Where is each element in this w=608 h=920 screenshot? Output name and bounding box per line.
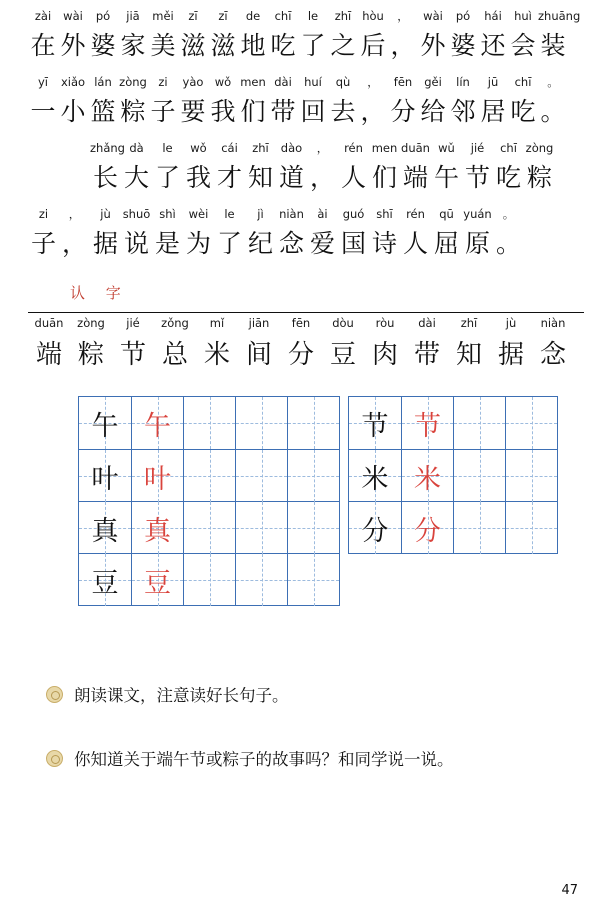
pinyin-syllable: dài (274, 75, 292, 89)
hanzi-character: 才 (216, 163, 242, 192)
pinyin-syllable: huí (304, 75, 322, 89)
new-character-pinyin: mǐ (209, 316, 225, 330)
writing-cell-filled (131, 554, 183, 606)
writing-grid-row (349, 449, 557, 501)
pinyin-syllable: wài (423, 9, 443, 23)
pinyin-syllable: zī (188, 9, 198, 23)
pinyin-syllable: shuō (122, 207, 151, 221)
grid-guide-vertical (210, 502, 211, 554)
hanzi-character: 子 (150, 97, 176, 126)
grid-guide-vertical (532, 397, 533, 449)
hanzi-character: 午 (433, 163, 459, 192)
recognize-characters-marker-icon: 认 字 (70, 284, 129, 302)
hanzi-character: 爱 (309, 229, 335, 258)
new-character-pinyin: dài (418, 316, 436, 330)
writing-cell-filled (79, 502, 131, 554)
writing-character: 节 (414, 410, 441, 442)
grid-guide-horizontal (454, 423, 505, 424)
writing-cell-empty (287, 502, 339, 554)
pinyin-syllable: 。 (502, 207, 515, 221)
writing-grid-left (78, 396, 340, 606)
passage-line (28, 206, 584, 266)
hanzi-character: 吃 (270, 31, 296, 60)
writing-grid-row (349, 397, 557, 449)
pinyin-syllable: měi (152, 9, 174, 23)
writing-cell-empty (505, 450, 557, 502)
hanzi-character: 我 (185, 163, 211, 192)
grid-guide-vertical (532, 450, 533, 502)
pinyin-syllable: hòu (362, 9, 384, 23)
writing-character: 真 (91, 515, 119, 547)
grid-guide-horizontal (288, 476, 339, 477)
pinyin-syllable: jū (487, 75, 499, 89)
hanzi-character: 装 (540, 31, 566, 60)
new-character: 间 (245, 340, 272, 370)
pinyin-syllable: shī (376, 207, 393, 221)
hanzi-character: 回 (300, 97, 326, 126)
writing-grid-row (349, 501, 557, 553)
new-character-pinyin: fēn (291, 316, 311, 330)
hanzi-character: 人 (340, 163, 366, 192)
hanzi-character: 一 (30, 97, 56, 126)
writing-cell-filled (349, 397, 401, 449)
hanzi-character: 之 (330, 31, 356, 60)
grid-guide-horizontal (236, 528, 287, 529)
new-character: 米 (203, 340, 230, 370)
pinyin-syllable: jiā (126, 9, 140, 23)
pinyin-syllable: hái (484, 9, 502, 23)
writing-cell-filled (401, 450, 453, 502)
grid-guide-vertical (314, 502, 315, 554)
pinyin-syllable: jì (257, 207, 264, 221)
writing-grid-right (348, 396, 558, 554)
writing-cell-empty (235, 502, 287, 554)
pinyin-syllable: zī (218, 9, 228, 23)
grid-guide-horizontal (288, 423, 339, 424)
hanzi-character: 婆 (450, 31, 476, 60)
grid-guide-horizontal (288, 580, 339, 581)
hanzi-character: 去 (330, 97, 356, 126)
new-character-pinyin: jù (505, 316, 517, 330)
new-character: 豆 (329, 340, 356, 370)
hanzi-character: 念 (278, 229, 304, 258)
hanzi-character: 了 (154, 163, 180, 192)
hanzi-character: 诗 (371, 229, 397, 258)
grid-guide-vertical (262, 450, 263, 502)
pinyin-syllable: zhǎng (90, 141, 125, 155)
writing-cell-filled (79, 450, 131, 502)
pinyin-syllable: yī (37, 75, 48, 89)
hanzi-character: 为 (185, 229, 211, 258)
grid-guide-horizontal (454, 476, 505, 477)
hanzi-character: 滋 (180, 31, 206, 60)
exercise-item (74, 684, 594, 708)
pinyin-row (28, 140, 584, 158)
writing-character: 分 (361, 515, 389, 547)
pinyin-syllable: zòng (525, 141, 554, 155)
writing-cell-empty (453, 450, 505, 502)
flower-bullet-icon (46, 686, 63, 703)
grid-guide-horizontal (236, 423, 287, 424)
pinyin-syllable: rén (344, 141, 363, 155)
new-character-pinyin: jié (126, 316, 140, 330)
pinyin-syllable: le (224, 207, 235, 221)
new-characters-list (28, 316, 584, 374)
writing-cell-empty (287, 450, 339, 502)
hanzi-character: 外 (420, 31, 446, 60)
pinyin-syllable: pó (455, 9, 471, 23)
hanzi-character: 篮 (90, 97, 116, 126)
writing-character: 午 (144, 410, 171, 442)
new-character: 据 (497, 340, 524, 370)
new-character: 节 (119, 340, 146, 370)
grid-guide-horizontal (184, 476, 235, 477)
grid-guide-horizontal (184, 423, 235, 424)
hanzi-character: 吃 (495, 163, 521, 192)
new-characters-pinyin-row (28, 316, 584, 334)
new-character: 端 (35, 340, 62, 370)
hanzi-character: ， (61, 229, 87, 258)
pinyin-syllable: wǒ (190, 141, 207, 155)
grid-guide-horizontal (506, 528, 557, 529)
writing-cell-empty (183, 450, 235, 502)
hanzi-character: 道 (278, 163, 304, 192)
writing-cell-empty (235, 397, 287, 449)
pinyin-syllable: wǒ (214, 75, 232, 89)
hanzi-character: 粽 (526, 163, 552, 192)
hanzi-character: 节 (464, 163, 490, 192)
hanzi-character: ， (390, 31, 416, 60)
pinyin-syllable: ， (316, 141, 329, 155)
hanzi-character: ， (309, 163, 335, 192)
pinyin-syllable: duān (401, 141, 430, 155)
writing-character: 分 (414, 515, 441, 547)
writing-cell-empty (287, 397, 339, 449)
grid-guide-vertical (210, 554, 211, 606)
pinyin-syllable: lán (94, 75, 112, 89)
new-character-pinyin: zhī (460, 316, 478, 330)
writing-cell-empty (183, 502, 235, 554)
writing-grid-row (79, 449, 339, 501)
pinyin-syllable: gěi (424, 75, 442, 89)
passage-line (28, 140, 584, 200)
hanzi-character: 邻 (450, 97, 476, 126)
pinyin-syllable: 。 (547, 75, 559, 89)
pinyin-syllable: dào (280, 141, 303, 155)
grid-guide-vertical (262, 502, 263, 554)
new-character-pinyin: zǒng (161, 316, 189, 330)
hanzi-character: 后 (360, 31, 386, 60)
hanzi-row (28, 92, 584, 132)
hanzi-character: 是 (154, 229, 180, 258)
pinyin-syllable: shì (159, 207, 176, 221)
writing-cell-filled (401, 397, 453, 449)
grid-guide-vertical (262, 397, 263, 449)
hanzi-character: 国 (340, 229, 366, 258)
grid-guide-horizontal (506, 423, 557, 424)
pinyin-syllable: ， (367, 75, 379, 89)
hanzi-character: 屈 (433, 229, 459, 258)
hanzi-character: 地 (240, 31, 266, 60)
pinyin-syllable: ， (68, 207, 81, 221)
hanzi-character: 美 (150, 31, 176, 60)
writing-cell-filled (79, 554, 131, 606)
writing-cell-filled (131, 502, 183, 554)
grid-guide-vertical (480, 397, 481, 449)
pinyin-syllable: men (371, 141, 398, 155)
hanzi-character: 。 (495, 229, 521, 258)
pinyin-syllable: qū (439, 207, 454, 221)
pinyin-syllable: lín (456, 75, 470, 89)
writing-character: 叶 (144, 463, 171, 495)
new-character-pinyin: dòu (332, 316, 354, 330)
new-character-pinyin: ròu (375, 316, 395, 330)
flower-bullet-icon (46, 750, 63, 767)
hanzi-character: 了 (216, 229, 242, 258)
hanzi-character: 带 (270, 97, 296, 126)
writing-character: 豆 (91, 567, 119, 599)
pinyin-syllable: ， (397, 9, 409, 23)
writing-cell-empty (183, 397, 235, 449)
hanzi-character: 原 (464, 229, 490, 258)
pinyin-syllable: de (245, 9, 261, 23)
writing-grid-row (79, 553, 339, 605)
pinyin-syllable: le (307, 9, 319, 23)
hanzi-character: 滋 (210, 31, 236, 60)
pinyin-syllable: men (240, 75, 266, 89)
hanzi-character: 端 (402, 163, 428, 192)
writing-cell-empty (235, 450, 287, 502)
grid-guide-vertical (314, 450, 315, 502)
writing-cell-empty (453, 502, 505, 554)
writing-character: 节 (361, 410, 389, 442)
pinyin-syllable: chī (274, 9, 292, 23)
pinyin-syllable: qù (335, 75, 351, 89)
hanzi-character: 婆 (90, 31, 116, 60)
pinyin-syllable: zhuāng (538, 9, 581, 23)
writing-cell-filled (401, 502, 453, 554)
hanzi-row (28, 26, 584, 66)
writing-character: 米 (414, 463, 441, 495)
new-character-pinyin: zòng (77, 316, 105, 330)
hanzi-character: 居 (480, 97, 506, 126)
pinyin-syllable: wèi (188, 207, 209, 221)
pinyin-syllable: chī (514, 75, 532, 89)
hanzi-character: ， (360, 97, 386, 126)
writing-cell-filled (349, 450, 401, 502)
pinyin-row (28, 206, 584, 224)
pinyin-syllable: zhī (252, 141, 269, 155)
new-characters-hanzi-row (28, 334, 584, 374)
pinyin-syllable: le (162, 141, 173, 155)
writing-cell-filled (79, 397, 131, 449)
grid-guide-horizontal (184, 580, 235, 581)
pinyin-syllable: zi (38, 207, 49, 221)
writing-character: 米 (361, 463, 389, 495)
hanzi-character: 要 (180, 97, 206, 126)
hanzi-character: 在 (30, 31, 56, 60)
pinyin-syllable: dà (129, 141, 144, 155)
pinyin-syllable: zi (158, 75, 168, 89)
new-character-pinyin: jiān (248, 316, 270, 330)
hanzi-character: 会 (510, 31, 536, 60)
new-character-pinyin: niàn (540, 316, 566, 330)
writing-cell-empty (183, 554, 235, 606)
pinyin-syllable: jù (100, 207, 111, 221)
writing-character: 叶 (91, 463, 119, 495)
hanzi-character: 大 (123, 163, 149, 192)
new-character-pinyin: duān (34, 316, 64, 330)
grid-guide-vertical (210, 450, 211, 502)
pinyin-syllable: wài (63, 9, 83, 23)
hanzi-row (28, 158, 584, 198)
pinyin-syllable: chī (500, 141, 517, 155)
grid-guide-horizontal (506, 476, 557, 477)
new-character: 念 (539, 340, 566, 370)
hanzi-character: 了 (300, 31, 326, 60)
hanzi-character: 说 (123, 229, 149, 258)
pinyin-syllable: zhī (334, 9, 352, 23)
pinyin-row (28, 8, 584, 26)
new-character: 肉 (371, 340, 398, 370)
grid-guide-horizontal (288, 528, 339, 529)
pinyin-syllable: xiǎo (60, 75, 86, 89)
writing-cell-filled (349, 502, 401, 554)
writing-character: 午 (91, 410, 119, 442)
writing-cell-empty (235, 554, 287, 606)
hanzi-character: 还 (480, 31, 506, 60)
hanzi-character: 我 (210, 97, 236, 126)
hanzi-character: 粽 (120, 97, 146, 126)
hanzi-character: 家 (120, 31, 146, 60)
hanzi-character: 子 (30, 229, 56, 258)
writing-cell-empty (505, 397, 557, 449)
grid-guide-vertical (314, 397, 315, 449)
hanzi-row (28, 224, 584, 264)
hanzi-character: 分 (390, 97, 416, 126)
writing-cell-empty (287, 554, 339, 606)
pinyin-syllable: yuán (463, 207, 492, 221)
hanzi-character: 们 (240, 97, 266, 126)
writing-grid-row (79, 397, 339, 449)
pinyin-syllable: wǔ (438, 141, 455, 155)
hanzi-character: 纪 (247, 229, 273, 258)
hanzi-character: 给 (420, 97, 446, 126)
grid-guide-horizontal (236, 580, 287, 581)
writing-character: 真 (144, 515, 171, 547)
hanzi-character: 长 (92, 163, 118, 192)
grid-guide-vertical (480, 450, 481, 502)
new-character: 粽 (77, 340, 104, 370)
writing-cell-filled (131, 397, 183, 449)
pinyin-syllable: yào (182, 75, 204, 89)
new-character: 总 (161, 340, 188, 370)
pinyin-syllable: pó (95, 9, 111, 23)
writing-character: 豆 (144, 567, 171, 599)
hanzi-character: 吃 (510, 97, 536, 126)
hanzi-character: 。 (540, 97, 566, 126)
pinyin-syllable: rén (406, 207, 425, 221)
hanzi-character: 小 (60, 97, 86, 126)
new-character: 带 (413, 340, 440, 370)
exercise-item (74, 748, 594, 772)
grid-guide-vertical (480, 502, 481, 554)
hanzi-character: 外 (60, 31, 86, 60)
pinyin-syllable: zài (34, 9, 52, 23)
passage-text (28, 8, 584, 272)
writing-cell-empty (505, 502, 557, 554)
grid-guide-horizontal (454, 528, 505, 529)
passage-line (28, 74, 584, 134)
grid-guide-vertical (532, 502, 533, 554)
exercise-text: 你知道关于端午节或粽子的故事吗？和同学说一说。 (74, 750, 454, 769)
new-character: 知 (455, 340, 482, 370)
pinyin-syllable: niàn (279, 207, 304, 221)
grid-guide-vertical (210, 397, 211, 449)
pinyin-row (28, 74, 584, 92)
writing-cell-filled (131, 450, 183, 502)
page-number: 47 (561, 883, 578, 898)
writing-grid-row (79, 501, 339, 553)
pinyin-syllable: fēn (393, 75, 413, 89)
hanzi-character: 人 (402, 229, 428, 258)
pinyin-syllable: guó (342, 207, 365, 221)
grid-guide-vertical (314, 554, 315, 606)
new-character: 分 (287, 340, 314, 370)
hanzi-character: 据 (92, 229, 118, 258)
grid-guide-vertical (262, 554, 263, 606)
pinyin-syllable: jié (470, 141, 485, 155)
section-divider (28, 312, 584, 313)
hanzi-character: 们 (371, 163, 397, 192)
passage-line (28, 8, 584, 68)
hanzi-character: 知 (247, 163, 273, 192)
pinyin-syllable: zòng (119, 75, 147, 89)
writing-cell-empty (453, 397, 505, 449)
pinyin-syllable: ài (317, 207, 328, 221)
pinyin-syllable: huì (514, 9, 532, 23)
grid-guide-horizontal (236, 476, 287, 477)
exercise-text: 朗读课文，注意读好长句子。 (74, 686, 289, 705)
grid-guide-horizontal (184, 528, 235, 529)
pinyin-syllable: cái (221, 141, 238, 155)
